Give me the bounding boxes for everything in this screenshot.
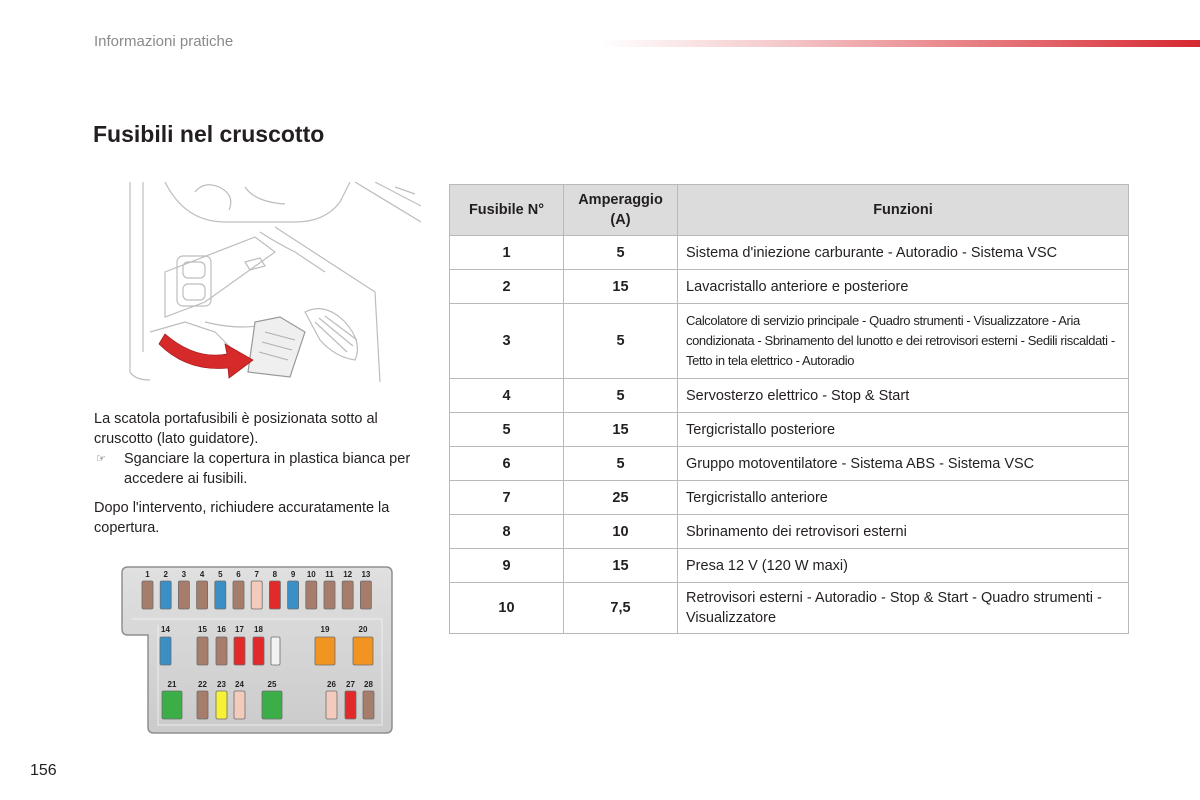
functions: Lavacristallo anteriore e posteriore xyxy=(678,270,1129,304)
red-arrow-icon xyxy=(159,334,253,378)
fuse-slot-label: 19 xyxy=(320,625,330,634)
fuse-number: 10 xyxy=(450,583,564,634)
fuse-slot-label: 11 xyxy=(325,570,334,579)
functions: Retrovisori esterni - Autoradio - Stop & Start - Quadro strumenti - Visualizzatore xyxy=(678,583,1129,634)
fuse-slot-label: 24 xyxy=(235,680,244,689)
amperage: 7,5 xyxy=(564,583,678,634)
fuse-slot xyxy=(251,581,262,609)
fuse-slot-label: 26 xyxy=(327,680,336,689)
instruction-text: Sganciare la copertura in plastica bianca per accedere ai fusibili. xyxy=(124,451,411,487)
fuse-slot xyxy=(197,581,208,609)
fuse-number: 5 xyxy=(450,413,564,447)
fuse-slot xyxy=(216,691,227,719)
fuse-slot xyxy=(215,581,226,609)
fuse-slot xyxy=(288,581,299,609)
fuse-slot-label: 28 xyxy=(364,680,373,689)
location-text: La scatola portafusibili è posizionata sotto al cruscotto (lato guidatore). xyxy=(94,411,378,447)
table-row xyxy=(450,236,1129,270)
table-row xyxy=(450,583,1129,634)
functions: Gruppo motoventilatore - Sistema ABS - Sistema VSC xyxy=(678,447,1129,481)
header-fuse-number: Fusibile N° xyxy=(450,185,564,236)
header-accent-bar xyxy=(600,40,1200,47)
header-functions: Funzioni xyxy=(678,185,1129,236)
functions: Tergicristallo posteriore xyxy=(678,413,1129,447)
fuse-slot xyxy=(306,581,317,609)
table-row xyxy=(450,304,1129,379)
fuse-slot xyxy=(253,637,264,665)
fuse-slot xyxy=(234,691,245,719)
amperage: 25 xyxy=(564,481,678,515)
functions: Sistema d'iniezione carburante - Autoradio - Sistema VSC xyxy=(678,236,1129,270)
table-row xyxy=(450,549,1129,583)
fuse-slot-label: 6 xyxy=(236,570,241,579)
fuse-slot-label: 17 xyxy=(235,625,244,634)
fuse-slot xyxy=(142,581,153,609)
functions: Presa 12 V (120 W maxi) xyxy=(678,549,1129,583)
fuse-slot-label: 14 xyxy=(161,625,170,634)
instruction-bullet xyxy=(94,449,424,489)
fuse-number: 2 xyxy=(450,270,564,304)
fuse-slot xyxy=(360,581,371,609)
fuse-slot-label: 3 xyxy=(181,570,187,579)
fuse-slot-label: 16 xyxy=(217,625,226,634)
fuse-slot xyxy=(160,581,171,609)
functions: Calcolatore di servizio principale - Quadro strumenti - Visualizzatore - Aria condizionata - Sbrinamento del lunotto e dei retrovisori esterni - Sedili riscaldati - Tetto in tela elettrico - Autoradio xyxy=(678,304,1129,379)
functions: Sbrinamento dei retrovisori esterni xyxy=(678,515,1129,549)
table-row xyxy=(450,481,1129,515)
fuse-slot-label: 4 xyxy=(199,570,205,579)
fuse-number: 9 xyxy=(450,549,564,583)
header-amperage: Amperaggio (A) xyxy=(564,185,678,236)
page-number: 156 xyxy=(30,762,57,779)
amperage: 5 xyxy=(564,304,678,379)
closing-text: Dopo l'intervento, richiudere accuratamente la copertura. xyxy=(94,500,390,536)
fuse-slot xyxy=(216,637,227,665)
fuse-box-diagram xyxy=(120,565,394,735)
amperage: 5 xyxy=(564,236,678,270)
fuse-slot xyxy=(197,691,208,719)
fuse-cover xyxy=(248,317,305,377)
amperage: 15 xyxy=(564,413,678,447)
amperage: 5 xyxy=(564,379,678,413)
fuse-slot xyxy=(178,581,189,609)
fuse-slot-label: 2 xyxy=(163,570,168,579)
fuse-slot xyxy=(233,581,244,609)
fuse-number: 3 xyxy=(450,304,564,379)
fuse-slot-label: 1 xyxy=(145,570,150,579)
functions: Tergicristallo anteriore xyxy=(678,481,1129,515)
fuse-slot xyxy=(326,691,337,719)
amperage: 5 xyxy=(564,447,678,481)
table-header-row xyxy=(450,185,1129,236)
fuse-slot xyxy=(315,637,335,665)
fuse-number: 1 xyxy=(450,236,564,270)
fuse-slot-label: 12 xyxy=(343,570,353,579)
fuse-slot-label: 23 xyxy=(217,680,226,689)
fuse-slot-label: 8 xyxy=(272,570,278,579)
fuse-slot xyxy=(197,637,208,665)
fuse-slot xyxy=(271,637,280,665)
fuse-slot xyxy=(345,691,356,719)
fuse-slot-label: 22 xyxy=(198,680,207,689)
amperage: 15 xyxy=(564,549,678,583)
table-row xyxy=(450,379,1129,413)
fuse-slot-label: 10 xyxy=(306,570,316,579)
fuse-slot-label: 21 xyxy=(167,680,177,689)
page-title: Fusibili nel cruscotto xyxy=(93,121,325,147)
fuse-slot-label: 5 xyxy=(218,570,223,579)
amperage: 15 xyxy=(564,270,678,304)
fuse-slot xyxy=(269,581,280,609)
fuse-number: 7 xyxy=(450,481,564,515)
fuse-slot-label: 9 xyxy=(290,570,296,579)
fuse-box-description xyxy=(94,409,424,538)
fuse-slot xyxy=(324,581,335,609)
fuse-slot-label: 15 xyxy=(198,625,207,634)
fuse-slot-label: 13 xyxy=(361,570,371,579)
fuse-slot-label: 18 xyxy=(254,625,263,634)
table-row xyxy=(450,447,1129,481)
fuse-slot xyxy=(162,691,182,719)
fuse-slot xyxy=(363,691,374,719)
fuse-slot xyxy=(262,691,282,719)
fuse-slot xyxy=(353,637,373,665)
table-row xyxy=(450,270,1129,304)
fuse-number: 8 xyxy=(450,515,564,549)
fuse-number: 4 xyxy=(450,379,564,413)
dashboard-fuse-location-illustration xyxy=(125,182,421,382)
table-row xyxy=(450,413,1129,447)
functions: Servosterzo elettrico - Stop & Start xyxy=(678,379,1129,413)
fuse-slot-label: 25 xyxy=(267,680,277,689)
fuse-slot-label: 27 xyxy=(346,680,355,689)
amperage: 10 xyxy=(564,515,678,549)
fuse-slot xyxy=(234,637,245,665)
fuse-slot xyxy=(342,581,353,609)
section-label: Informazioni pratiche xyxy=(94,33,234,50)
hand-pointer-icon: ☞ xyxy=(96,453,106,465)
fuse-number: 6 xyxy=(450,447,564,481)
fuse-table xyxy=(449,184,1129,634)
fuse-slot xyxy=(160,637,171,665)
fuse-slot-label: 7 xyxy=(254,570,259,579)
table-row xyxy=(450,515,1129,549)
fuse-slot-label: 20 xyxy=(358,625,368,634)
